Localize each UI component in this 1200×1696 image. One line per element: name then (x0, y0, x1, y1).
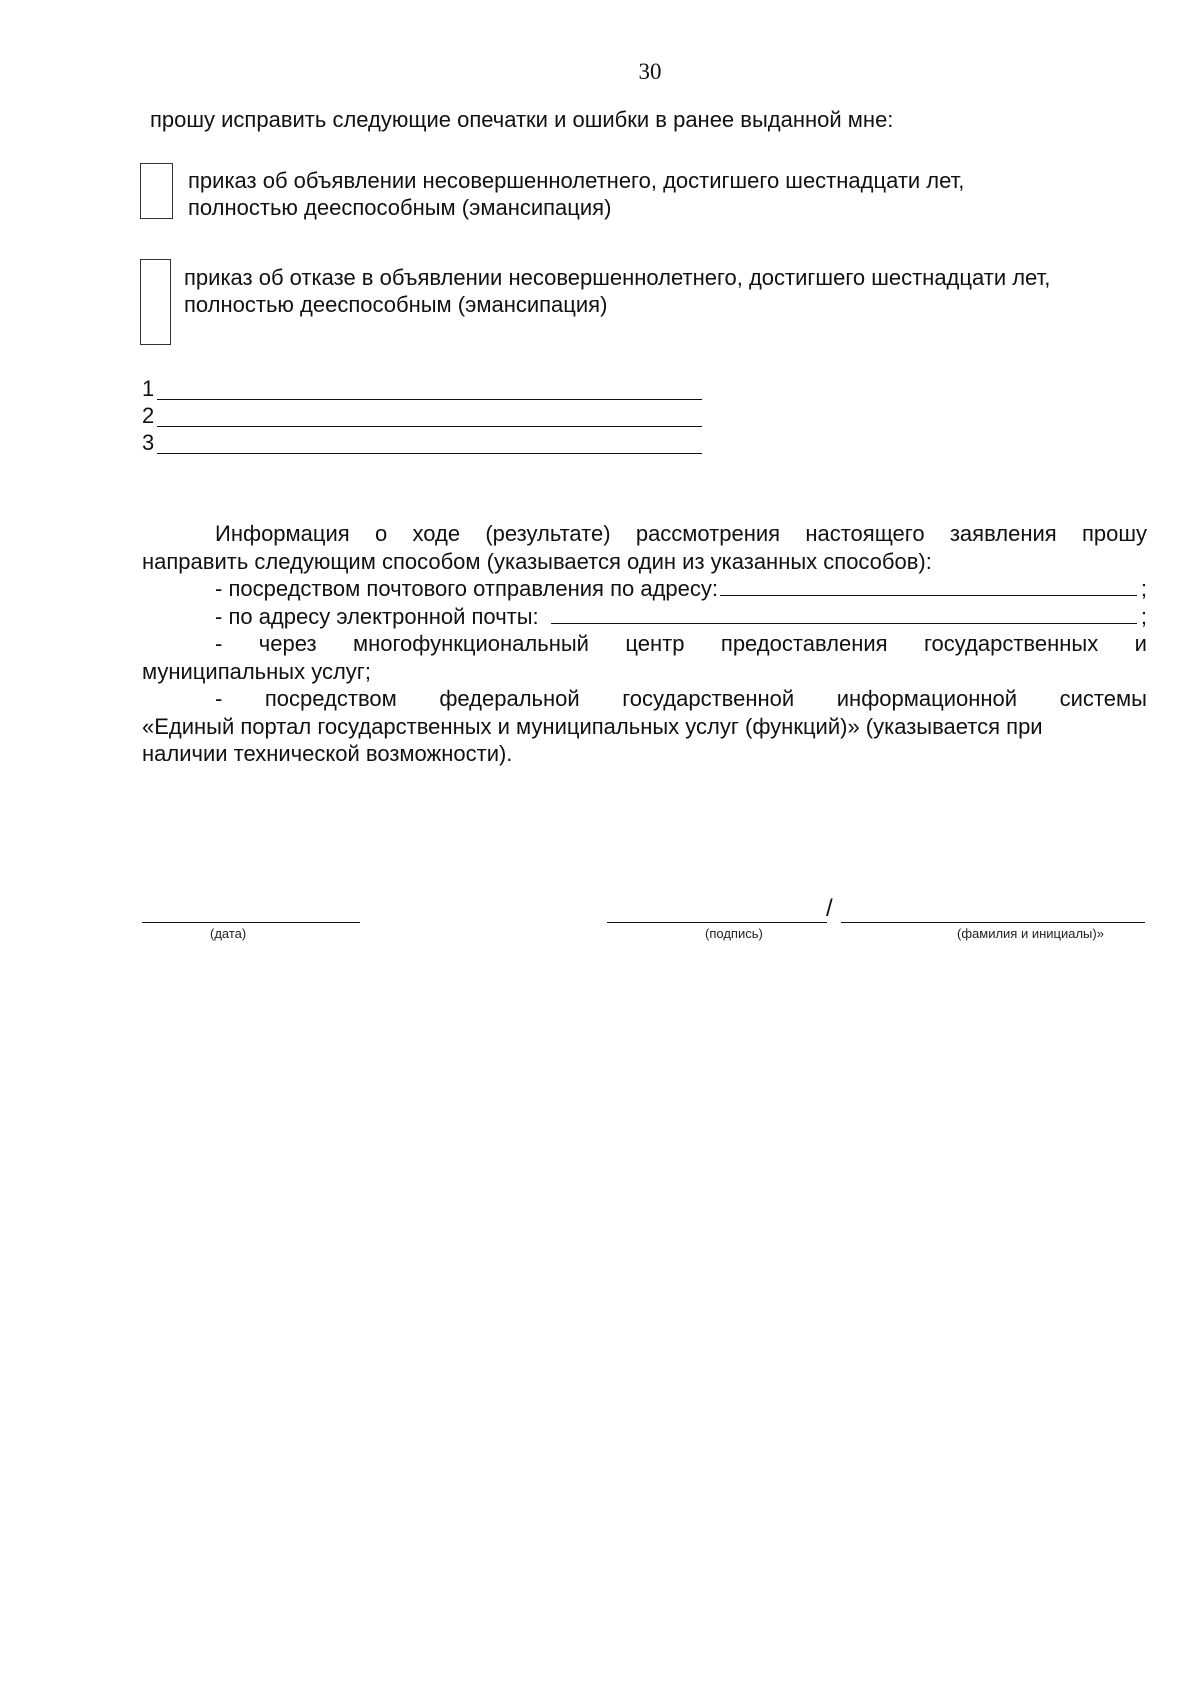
signature-slash: / (826, 895, 833, 922)
intro-text: прошу исправить следующие опечатки и ошибки в ранее выданной мне: (150, 107, 894, 132)
date-field[interactable] (142, 922, 360, 923)
option-2-label-line2: полностью дееспособным (эмансипация) (184, 292, 608, 317)
numbered-line-2-rule (157, 426, 702, 427)
numbered-line-3-rule (157, 453, 702, 454)
email-address-field[interactable] (551, 603, 1137, 624)
postal-label: - посредством почтового отправления по адресу: (215, 576, 719, 601)
numbered-line-1-number: 1 (142, 376, 155, 401)
email-semicolon: ; (1140, 603, 1147, 629)
full-name-caption: (фамилия и инициалы)» (957, 926, 1104, 941)
portal-option-line2: «Единый портал государственных и муниципальных услуг (функций)» (указывается при (142, 713, 1043, 739)
postal-semicolon: ; (1140, 576, 1147, 601)
numbered-line-2[interactable] (142, 402, 702, 429)
email-option (142, 603, 1147, 631)
option-2-checkbox[interactable] (140, 259, 171, 345)
option-1-label (188, 167, 964, 221)
mfc-option-line2: муниципальных услуг; (142, 658, 371, 684)
info-para1-line2: направить следующим способом (указывается один из указанных способов): (142, 548, 932, 574)
info-para1-line1: Информация о ходе (результате) рассмотрения настоящего заявления прошу (215, 521, 1147, 546)
portal-option-line3: наличии технической возможности). (142, 741, 513, 766)
email-label: - по адресу электронной почты: (215, 603, 539, 629)
page-number: 30 (638, 59, 662, 84)
option-1-label-line1: приказ об объявлении несовершеннолетнего, достигшего шестнадцати лет, (188, 168, 965, 193)
numbered-line-2-number: 2 (142, 403, 155, 428)
option-1-checkbox[interactable] (140, 163, 173, 219)
full-name-field[interactable] (841, 922, 1145, 923)
info-block (142, 520, 1147, 768)
option-2-label (184, 264, 1050, 318)
signature-field[interactable] (607, 922, 827, 923)
option-2-label-line1: приказ об отказе в объявлении несовершеннолетнего, достигшего шестнадцати лет, (184, 265, 1051, 290)
numbered-line-1-rule (157, 399, 702, 400)
signature-caption: (подпись) (705, 926, 763, 941)
portal-option-line1: - посредством федеральной государственной информационной системы (215, 686, 1147, 711)
option-1-label-line2: полностью дееспособным (эмансипация) (188, 195, 612, 220)
postal-address-field[interactable] (720, 575, 1137, 596)
postal-option (142, 575, 1147, 603)
numbered-line-3-number: 3 (142, 430, 155, 455)
numbered-line-1[interactable] (142, 375, 702, 402)
mfc-option-line1: - через многофункциональный центр предоставления государственных и (215, 631, 1147, 656)
date-caption: (дата) (210, 926, 247, 941)
numbered-line-3[interactable] (142, 429, 702, 456)
